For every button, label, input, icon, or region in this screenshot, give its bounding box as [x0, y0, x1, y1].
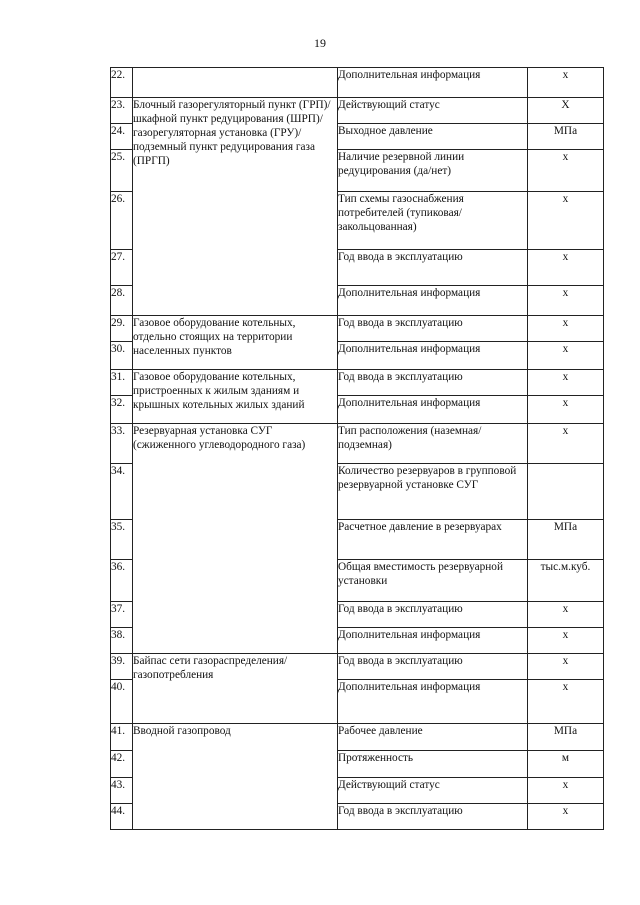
unit-cell: х — [528, 628, 604, 654]
parameter-cell: Тип расположения (наземная/подземная) — [338, 424, 528, 464]
parameter-cell: Тип схемы газоснабжения потребителей (тупиковая/закольцованная) — [338, 192, 528, 250]
unit-cell: Х — [528, 98, 604, 124]
parameter-cell: Дополнительная информация — [338, 680, 528, 724]
parameter-cell: Наличие резервной линии редуцирования (да/нет) — [338, 150, 528, 192]
row-number: 31. — [111, 370, 133, 396]
table-row — [111, 654, 604, 680]
row-number: 43. — [111, 778, 133, 804]
parameter-cell: Рабочее давление — [338, 724, 528, 751]
unit-cell: х — [528, 192, 604, 250]
row-number: 40. — [111, 680, 133, 724]
row-number: 29. — [111, 316, 133, 342]
row-number: 39. — [111, 654, 133, 680]
row-number: 24. — [111, 124, 133, 150]
row-number: 33. — [111, 424, 133, 464]
page-number: 19 — [314, 36, 326, 50]
parameter-cell: Дополнительная информация — [338, 342, 528, 370]
unit-cell: х — [528, 424, 604, 464]
unit-cell: х — [528, 602, 604, 628]
object-group-grp: Блочный газорегуляторный пункт (ГРП)/шкафной пункт редуцирования (ШРП)/газорегуляторная установка (ГРУ)/подземный пункт редуцирования газа (ПРГП) — [133, 98, 338, 316]
parameter-cell: Количество резервуаров в групповой резервуарной установке СУГ — [338, 464, 528, 520]
row-number: 37. — [111, 602, 133, 628]
parameter-cell: Протяженность — [338, 751, 528, 778]
row-number: 38. — [111, 628, 133, 654]
object-group-inlet-pipe: Вводной газопровод — [133, 724, 338, 830]
object-group-boiler-attached: Газовое оборудование котельных, пристроенных к жилым зданиям и крышных котельных жилых зданий — [133, 370, 338, 424]
unit-cell: х — [528, 68, 604, 98]
object-group-boiler-standalone: Газовое оборудование котельных, отдельно стоящих на территории населенных пунктов — [133, 316, 338, 370]
table-row — [111, 98, 604, 124]
table-row — [111, 724, 604, 751]
parameter-cell: Дополнительная информация — [338, 68, 528, 98]
parameter-cell: Год ввода в эксплуатацию — [338, 250, 528, 286]
row-number: 27. — [111, 250, 133, 286]
table-row — [111, 424, 604, 464]
object-cell-empty — [133, 68, 338, 98]
unit-cell: х — [528, 150, 604, 192]
row-number: 41. — [111, 724, 133, 751]
object-group-lpg-tank: Резервуарная установка СУГ (сжиженного углеводородного газа) — [133, 424, 338, 654]
parameter-cell: Дополнительная информация — [338, 286, 528, 316]
table-row — [111, 68, 604, 98]
row-number: 36. — [111, 560, 133, 602]
unit-cell: х — [528, 396, 604, 424]
parameter-cell: Действующий статус — [338, 98, 528, 124]
unit-cell: х — [528, 250, 604, 286]
unit-cell: х — [528, 286, 604, 316]
parameter-cell: Год ввода в эксплуатацию — [338, 370, 528, 396]
unit-cell: х — [528, 370, 604, 396]
parameter-cell: Год ввода в эксплуатацию — [338, 804, 528, 830]
unit-cell: МПа — [528, 124, 604, 150]
unit-cell: х — [528, 654, 604, 680]
gas-equipment-table — [110, 67, 604, 830]
unit-cell: м — [528, 751, 604, 778]
unit-cell: х — [528, 316, 604, 342]
unit-cell: МПа — [528, 724, 604, 751]
row-number: 42. — [111, 751, 133, 778]
parameter-cell: Выходное давление — [338, 124, 528, 150]
object-group-bypass: Байпас сети газораспределения/газопотребления — [133, 654, 338, 724]
parameter-cell: Год ввода в эксплуатацию — [338, 316, 528, 342]
row-number: 30. — [111, 342, 133, 370]
table-row — [111, 370, 604, 396]
row-number: 25. — [111, 150, 133, 192]
unit-cell: тыс.м.куб. — [528, 560, 604, 602]
parameter-cell: Дополнительная информация — [338, 396, 528, 424]
unit-cell: х — [528, 680, 604, 724]
row-number: 34. — [111, 464, 133, 520]
unit-cell: х — [528, 778, 604, 804]
table-row — [111, 316, 604, 342]
unit-cell: МПа — [528, 520, 604, 560]
row-number: 23. — [111, 98, 133, 124]
parameter-cell: Расчетное давление в резервуарах — [338, 520, 528, 560]
row-number: 22. — [111, 68, 133, 98]
parameter-cell: Год ввода в эксплуатацию — [338, 602, 528, 628]
parameter-cell: Общая вместимость резервуарной установки — [338, 560, 528, 602]
row-number: 35. — [111, 520, 133, 560]
parameter-cell: Дополнительная информация — [338, 628, 528, 654]
unit-cell — [528, 464, 604, 520]
row-number: 32. — [111, 396, 133, 424]
unit-cell: х — [528, 342, 604, 370]
row-number: 28. — [111, 286, 133, 316]
parameter-cell: Год ввода в эксплуатацию — [338, 654, 528, 680]
unit-cell: х — [528, 804, 604, 830]
row-number: 26. — [111, 192, 133, 250]
row-number: 44. — [111, 804, 133, 830]
parameter-cell: Действующий статус — [338, 778, 528, 804]
